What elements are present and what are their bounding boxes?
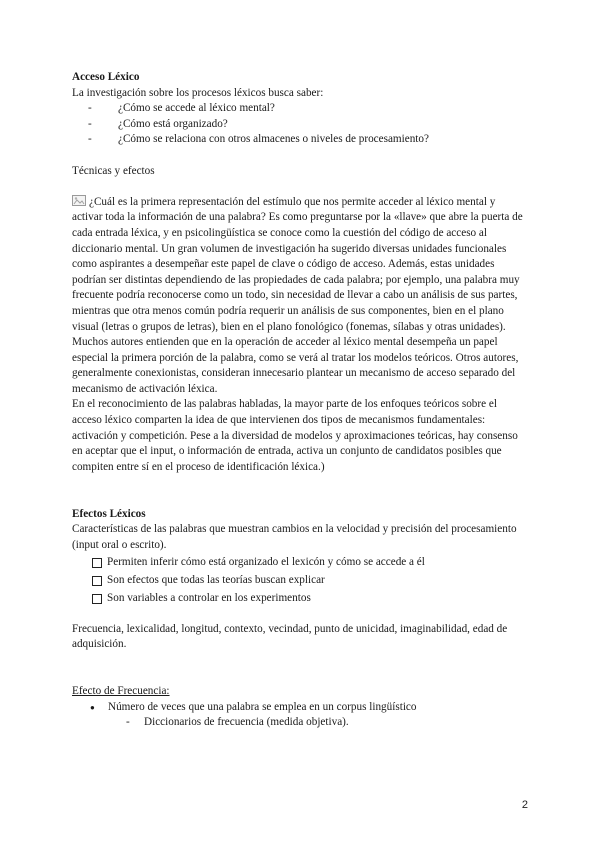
- efectos-checklist: [72, 555, 528, 606]
- paragraph-text: ¿Cuál es la primera representación del estímulo que nos permite acceder al léxico mental y activar toda la información de una palabra? Es como preguntarse por la «llave» que abre la puerta de cada entrada léxica, y en psicolingüística se conoce como la cuestión del código de acceso al diccionario mental. Un gran volumen de investigación ha sugerido diversas unidades funcionales como aspirantes a desempeñar este papel de clave o código de acceso. Además, estas unidades podrían ser distintas dependiendo de las propiedades de cada palabra; por ejemplo, una palabra muy frecuente podría reconocerse como un todo, sin necesidad de llevar a cabo un análisis de sus partes, mientras que otra menos común podría requerir un análisis de sus componentes, bien en el plano visual (letras o grupos de letras), bien en el plano fonológico (fonemas, sílabas y otras unidades). Muchos autores entienden que en la operación de acceder al léxico mental desempeña un papel especial la primera porción de la palabra, como se verá al tratar los modelos teóricos. Otros autores, generalmente conexionistas, consideran innecesario plantear un mecanismo de acceso separado del mecanismo de activación léxica.: [72, 195, 523, 395]
- checkbox[interactable]: [92, 558, 102, 568]
- section-title-efectos-lexicos: Efectos Léxicos: [72, 507, 146, 520]
- tecnicas-paragraph-2: En el reconocimiento de las palabras habladas, la mayor parte de los enfoques teóricos sobre el acceso léxico comparten la idea de que intervienen dos tipos de mecanismos fundamentales: activación y competición. Pese a la diversidad de modelos y aproximaciones teóricas, hay consenso en aceptar que el input, o información de entrada, activa un conjunto de candidatos posibles que compiten entre sí en el proceso de identificación léxica.): [72, 398, 518, 473]
- document-page: [72, 70, 528, 731]
- tecnicas-heading: Técnicas y efectos: [72, 164, 155, 177]
- list-item: - ¿Cómo se accede al léxico mental?: [88, 101, 528, 117]
- checklist-item: [92, 591, 528, 607]
- tecnicas-paragraph-1: [72, 195, 528, 398]
- questions-list: [72, 101, 528, 148]
- page-number: 2: [521, 799, 528, 811]
- checklist-label: Son efectos que todas las teorías buscan explicar: [107, 574, 325, 586]
- list-item: - Diccionarios de frecuencia (medida objetiva).: [126, 715, 528, 731]
- list-item: - ¿Cómo se relaciona con otros almacenes o niveles de procesamiento?: [88, 132, 528, 148]
- checkbox[interactable]: [92, 576, 102, 586]
- broken-image-icon: [72, 195, 86, 206]
- section-title-acceso-lexico: Acceso Léxico: [72, 71, 140, 83]
- checkbox[interactable]: [92, 594, 102, 604]
- checklist-label: Son variables a controlar en los experimentos: [107, 591, 311, 604]
- checklist-item: [92, 555, 528, 571]
- checklist-label: Permiten inferir cómo está organizado el lexicón y cómo se accede a él: [107, 556, 425, 569]
- efectos-list-text: Frecuencia, lexicalidad, longitud, contexto, vecindad, punto de unicidad, imaginabilidad, edad de adquisición.: [72, 622, 508, 651]
- list-item: ● Número de veces que una palabra se emplea en un corpus lingüístico: [90, 700, 528, 716]
- section-title-efecto-frecuencia: Efecto de Frecuencia:: [72, 685, 170, 698]
- frecuencia-sublist: [72, 715, 528, 731]
- efectos-description: Características de las palabras que muestran cambios en la velocidad y precisión del procesamiento (input oral o escrito).: [72, 523, 517, 551]
- acceso-intro: La investigación sobre los procesos léxicos busca saber:: [72, 86, 324, 99]
- list-item: - ¿Cómo está organizado?: [88, 117, 528, 133]
- checklist-item: [92, 573, 528, 589]
- frecuencia-list: [72, 700, 528, 716]
